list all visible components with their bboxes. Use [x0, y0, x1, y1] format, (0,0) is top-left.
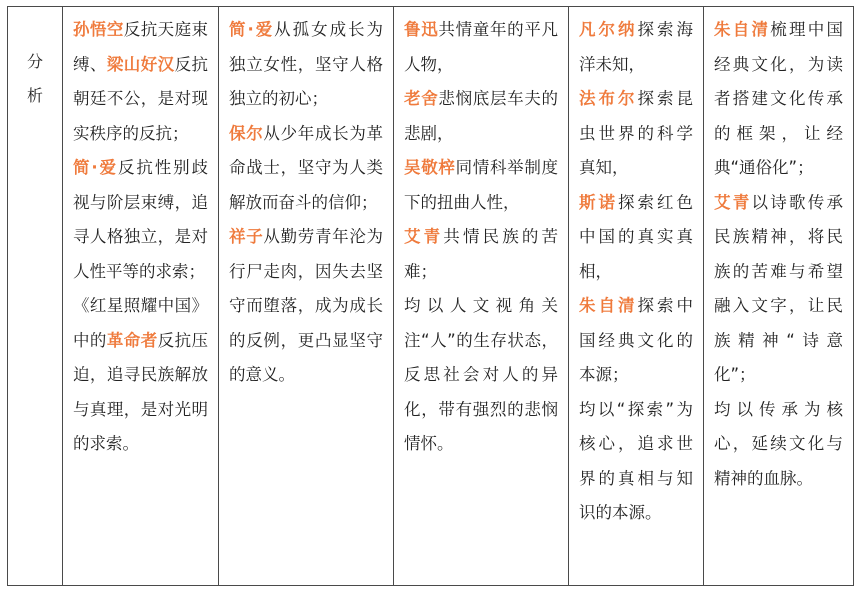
text-segment: [579, 393, 693, 531]
body-text: 探索红色中国的真实真相，: [579, 192, 693, 281]
text-segment: [404, 82, 558, 151]
text-segment: [714, 186, 843, 393]
body-text: 均以传承为核心，延续文化与精神的血脉。: [714, 399, 843, 488]
row-label-char: 析: [26, 86, 43, 105]
body-text: 从孤女成长为独立女性，坚守人格独立的初心；: [229, 20, 383, 108]
highlighted-name: 保尔: [229, 123, 264, 143]
column-compassion: [394, 7, 569, 586]
body-text: 探索海洋未知，: [579, 20, 693, 74]
body-text: 反抗天庭束缚、: [73, 20, 209, 74]
text-segment: [404, 220, 558, 289]
column-exploration: [569, 7, 704, 586]
body-text: 从勤劳青年沦为行尸走肉，因失去坚守而堕落，成为成长的反例，更凸显坚守的意义。: [229, 227, 383, 384]
text-segment: [73, 289, 208, 462]
body-text: 《红星照耀中国》中的: [73, 296, 208, 350]
highlighted-name: 梁山好汉: [106, 54, 175, 74]
text-segment: [579, 186, 693, 290]
column-growth: [219, 7, 394, 586]
body-text: 反抗朝廷不公，是对现实秩序的反抗；: [73, 54, 209, 143]
row-label-char: 分: [26, 52, 43, 71]
body-text: 均以人文视角关注“人”的生存状态，反思社会对人的异化，带有强烈的悲悯情怀。: [404, 296, 558, 453]
text-segment: [404, 151, 558, 220]
text-segment: [229, 117, 383, 221]
highlighted-name: 朱自清: [714, 20, 771, 39]
highlighted-name: 吴敬梓: [404, 158, 456, 177]
analysis-table: [7, 6, 854, 586]
text-segment: [714, 13, 843, 186]
text-segment: [404, 13, 558, 82]
highlighted-name: 斯诺: [579, 192, 618, 212]
body-text: 从少年成长为革命战士，坚守为人类解放而奋斗的信仰；: [229, 123, 383, 212]
body-text: 以诗歌传承民族精神，将民族的苦难与希望融入文字，让民族精神“诗意化”；: [714, 192, 843, 384]
body-text: 同情科举制度下的扭曲人性，: [404, 158, 558, 212]
body-text: 共情童年的平凡人物，: [404, 20, 558, 74]
highlighted-name: 简·爱: [73, 158, 118, 177]
text-segment: [229, 220, 383, 393]
body-text: 梳理中国经典文化，为读者搭建文化传承的框架，让经典“通俗化”；: [714, 20, 843, 177]
highlighted-name: 老舍: [404, 89, 439, 108]
row-label-cell: [8, 7, 63, 586]
highlighted-name: 凡尔纳: [579, 20, 638, 39]
highlighted-name: 艾青: [714, 192, 752, 212]
column-rebellion: [63, 7, 219, 586]
text-segment: [73, 13, 208, 151]
text-segment: [579, 13, 693, 82]
body-text: 反抗压迫，追寻民族解放与真理，是对光明的求索。: [73, 330, 209, 453]
body-text: 探索中国经典文化的本源；: [579, 296, 693, 384]
body-text: 探索昆虫世界的科学真知，: [579, 89, 693, 177]
highlighted-name: 朱自清: [579, 296, 638, 315]
highlighted-name: 孙悟空: [73, 20, 124, 39]
body-text: 均以“探索”为核心，追求世界的真相与知识的本源。: [579, 399, 693, 522]
highlighted-name: 法布尔: [579, 89, 638, 108]
text-segment: [579, 289, 693, 393]
text-segment: [73, 151, 208, 289]
highlighted-name: 革命者: [106, 330, 158, 350]
column-inheritance: [704, 7, 854, 586]
highlighted-name: 鲁迅: [404, 20, 439, 39]
text-segment: [714, 393, 843, 497]
body-text: 反抗性别歧视与阶层束缚，追寻人格独立，是对人性平等的求索；: [73, 158, 208, 281]
body-text: 悲悯底层车夫的悲剧，: [404, 89, 558, 143]
highlighted-name: 艾青: [404, 227, 444, 246]
body-text: 共情民族的苦难；: [404, 227, 559, 281]
text-segment: [404, 289, 558, 462]
text-segment: [229, 13, 383, 117]
analysis-row: [8, 7, 854, 586]
highlighted-name: 简·爱: [229, 20, 275, 39]
highlighted-name: 祥子: [229, 227, 264, 246]
text-segment: [579, 82, 693, 186]
